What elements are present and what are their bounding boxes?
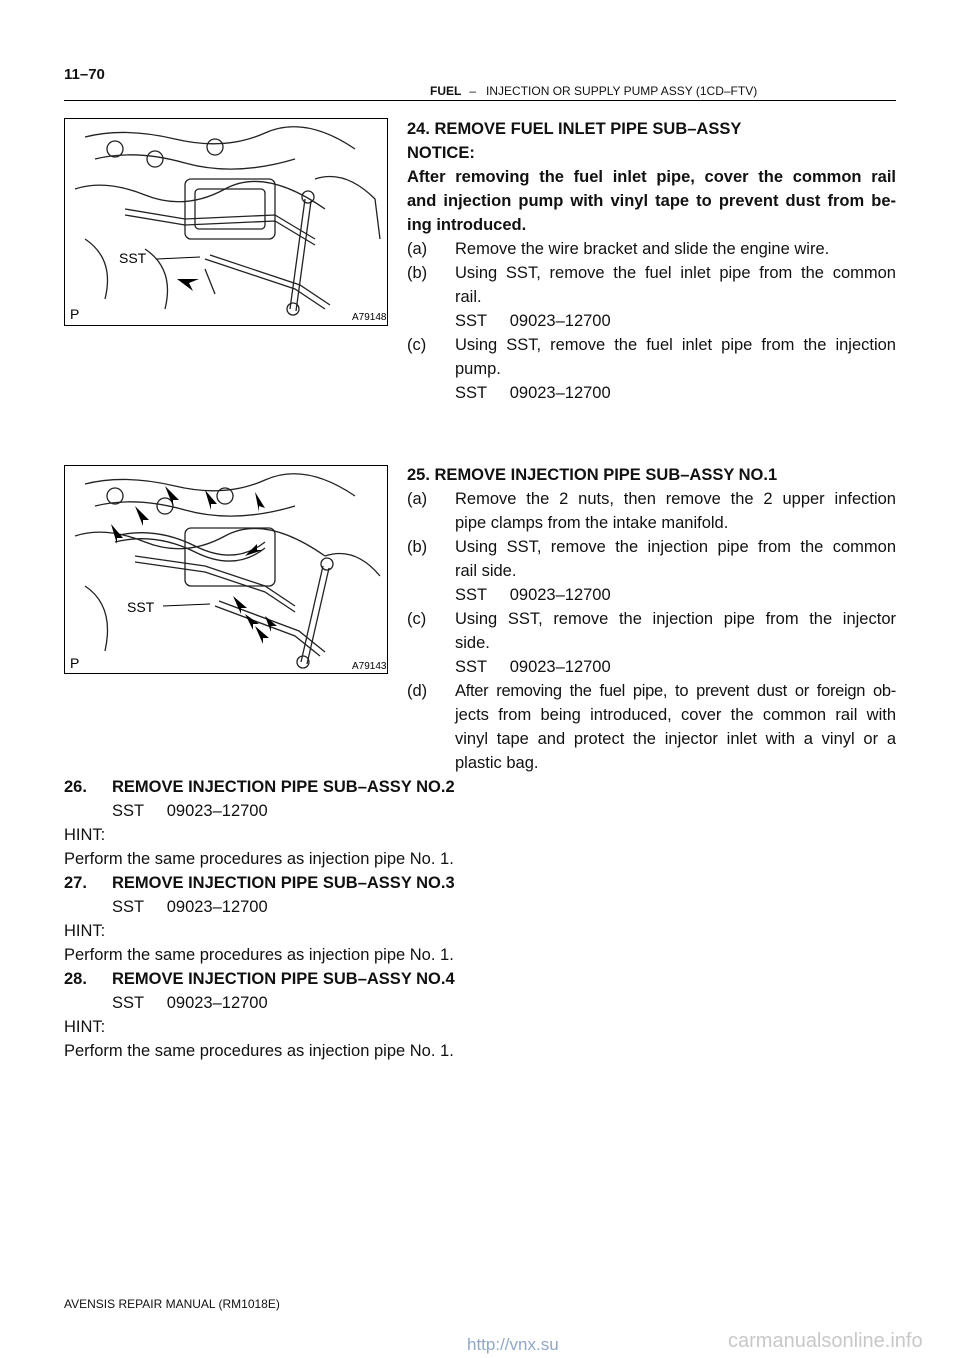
watermark-url[interactable]: http://vnx.su bbox=[467, 1335, 559, 1354]
step28-sst: SST 09023–12700 bbox=[112, 994, 268, 1012]
step25-c-label: (c) bbox=[407, 610, 427, 628]
step26-title: REMOVE INJECTION PIPE SUB–ASSY NO.2 bbox=[112, 778, 455, 796]
header-title bbox=[430, 84, 757, 98]
step25-c-sst: SST 09023–12700 bbox=[455, 658, 611, 676]
step25-c-line2: side. bbox=[455, 634, 490, 652]
step26-hint-label: HINT: bbox=[64, 826, 106, 844]
step25-d-line4: plastic bag. bbox=[455, 754, 539, 772]
step24-c-sst: SST 09023–12700 bbox=[455, 384, 611, 402]
step28-heading bbox=[64, 967, 455, 991]
step26-heading bbox=[64, 775, 455, 799]
figure2-id: A79143 bbox=[352, 661, 387, 672]
step27-number: 27. bbox=[64, 874, 87, 892]
step25-b-sst: SST 09023–12700 bbox=[455, 586, 611, 604]
step24-b-line1: Using SST, remove the fuel inlet pipe from the common bbox=[455, 264, 896, 282]
step25-b-label: (b) bbox=[407, 538, 428, 556]
step24-a-text: Remove the wire bracket and slide the engine wire. bbox=[455, 240, 830, 258]
step25-a-label: (a) bbox=[407, 490, 428, 508]
step25-a-line1: Remove the 2 nuts, then remove the 2 upper infection bbox=[455, 490, 896, 508]
step25-heading: 25. REMOVE INJECTION PIPE SUB–ASSY NO.1 bbox=[407, 466, 778, 484]
step28-number: 28. bbox=[64, 970, 87, 988]
step24-notice-label: NOTICE: bbox=[407, 144, 475, 162]
footer-manual-title: AVENSIS REPAIR MANUAL (RM1018E) bbox=[64, 1297, 280, 1311]
step24-notice-line2: and injection pump with vinyl tape to prevent dust from be- bbox=[407, 192, 896, 210]
step25-b-line1: Using SST, remove the injection pipe from the common bbox=[455, 538, 896, 556]
figure1-p-label: P bbox=[70, 306, 80, 322]
engine-illustration-2 bbox=[65, 466, 387, 673]
figure1-sst-label: SST bbox=[119, 250, 147, 266]
step24-b-label: (b) bbox=[407, 264, 428, 282]
step26-sst: SST 09023–12700 bbox=[112, 802, 268, 820]
step24-notice-line1: After removing the fuel inlet pipe, cover the common rail bbox=[407, 168, 896, 186]
page-number: 11–70 bbox=[64, 66, 105, 83]
figure-fuel-inlet-pipe bbox=[64, 118, 388, 326]
step26-number: 26. bbox=[64, 778, 87, 796]
step27-sst: SST 09023–12700 bbox=[112, 898, 268, 916]
step24-a-label: (a) bbox=[407, 240, 428, 258]
figure1-id: A79148 bbox=[352, 312, 387, 323]
step28-hint: Perform the same procedures as injection pipe No. 1. bbox=[64, 1042, 454, 1060]
figure2-sst-label: SST bbox=[127, 599, 155, 615]
header-dash: – bbox=[469, 84, 477, 98]
step24-b-sst: SST 09023–12700 bbox=[455, 312, 611, 330]
step25-d-line3: vinyl tape and protect the injector inlet with a vinyl or a bbox=[455, 730, 896, 748]
header-section: FUEL bbox=[430, 84, 462, 98]
header-rule bbox=[64, 100, 896, 101]
step25-a-line2: pipe clamps from the intake manifold. bbox=[455, 514, 729, 532]
step25-d-line2: jects from being introduced, cover the common rail with bbox=[455, 706, 896, 724]
step25-d-line1: After removing the fuel pipe, to prevent dust or foreign ob- bbox=[455, 682, 896, 700]
step24-notice-line3: ing introduced. bbox=[407, 216, 527, 234]
step24-c-label: (c) bbox=[407, 336, 427, 354]
step25-b-line2: rail side. bbox=[455, 562, 517, 580]
step24-b-line2: rail. bbox=[455, 288, 482, 306]
watermark-site: carmanualsonline.info bbox=[728, 1330, 923, 1352]
step26-hint: Perform the same procedures as injection pipe No. 1. bbox=[64, 850, 454, 868]
step28-title: REMOVE INJECTION PIPE SUB–ASSY NO.4 bbox=[112, 970, 455, 988]
step27-hint: Perform the same procedures as injection pipe No. 1. bbox=[64, 946, 454, 964]
step27-heading bbox=[64, 871, 455, 895]
step25-d-label: (d) bbox=[407, 682, 428, 700]
step27-title: REMOVE INJECTION PIPE SUB–ASSY NO.3 bbox=[112, 874, 455, 892]
step27-hint-label: HINT: bbox=[64, 922, 106, 940]
step25-c-line1: Using SST, remove the injection pipe from the injector bbox=[455, 610, 896, 628]
figure-injection-pipe bbox=[64, 465, 388, 674]
step28-hint-label: HINT: bbox=[64, 1018, 106, 1036]
step24-c-line2: pump. bbox=[455, 360, 501, 378]
figure2-p-label: P bbox=[70, 655, 80, 671]
header-subsection: INJECTION OR SUPPLY PUMP ASSY (1CD–FTV) bbox=[486, 84, 758, 98]
engine-illustration-1 bbox=[65, 119, 387, 325]
step24-c-line1: Using SST, remove the fuel inlet pipe from the injection bbox=[455, 336, 896, 354]
step24-heading: 24. REMOVE FUEL INLET PIPE SUB–ASSY bbox=[407, 120, 742, 138]
